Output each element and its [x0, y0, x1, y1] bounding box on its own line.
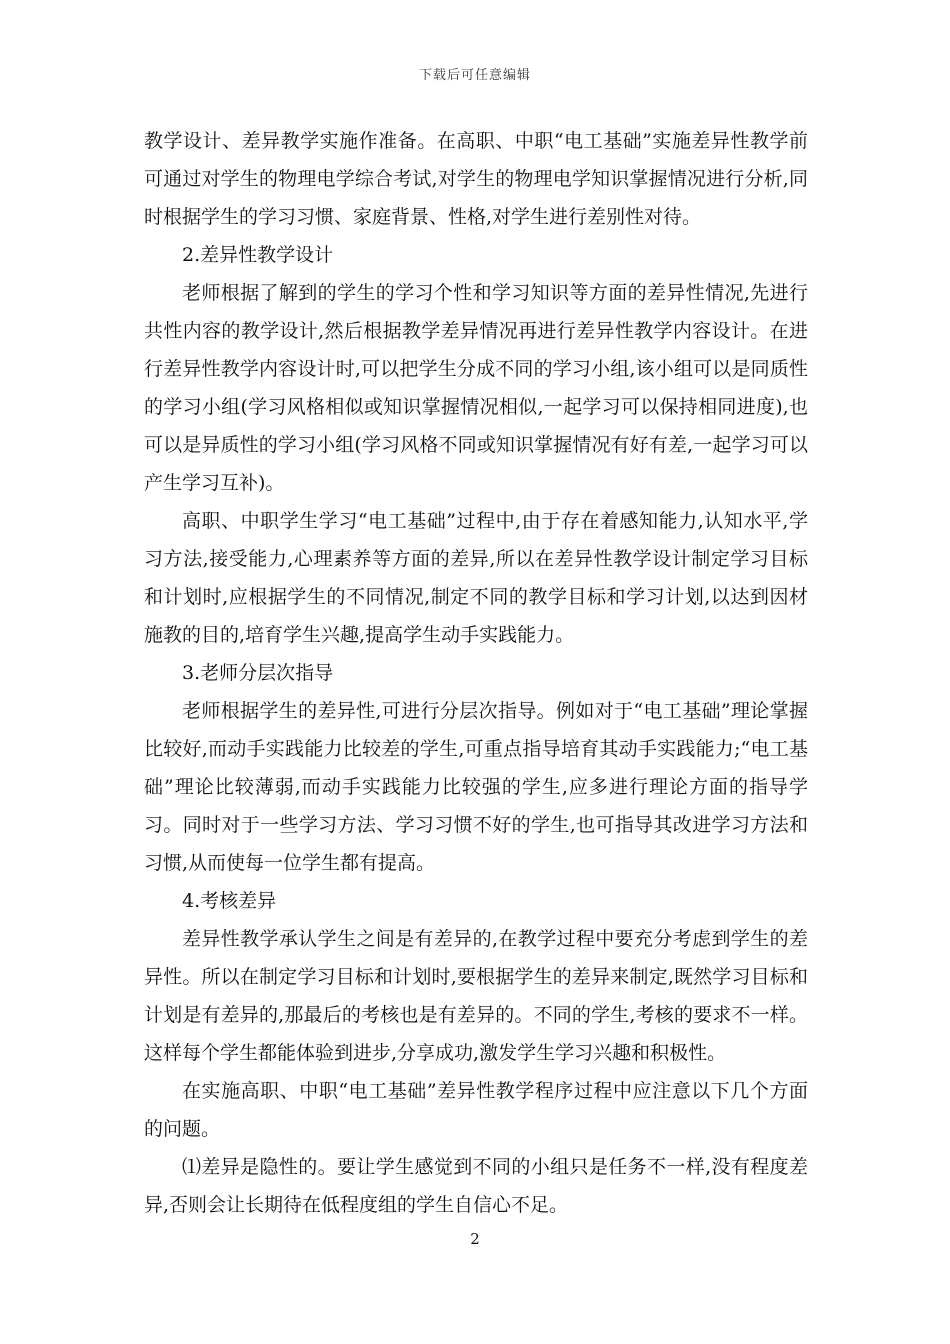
paragraph: 高职、中职学生学习“电工基础”过程中,由于存在着感知能力,认知水平,学习方法,接受能力,心理素养等方面的差异,所以在差异性教学设计制定学习目标和计划时,应根据学生的不同情况,制定不同的教学目标和学习计划,以达到因材施教的目的,培育学生兴趣,提高学生动手实践能力。 — [144, 510, 808, 646]
page-header: 下载后可任意编辑 — [418, 68, 531, 83]
section-heading-2: 2.差异性教学设计 — [182, 244, 334, 266]
page-number: 2 — [470, 1230, 480, 1248]
paragraph: 老师根据学生的差异性,可进行分层次指导。例如对于“电工基础”理论掌握比较好,而动手实践能力比较差的学生,可重点指导培育其动手实践能力;“电工基础”理论比较薄弱,而动手实践能力比较强的学生,应多进行理论方面的指导学习。同时对于一些学习方法、学习习惯不好的学生,也可指导其改进学习方法和习惯,从而使每一位学生都有提高。 — [144, 700, 808, 874]
paragraph-continuation: 教学设计、差异教学实施作准备。在高职、中职“电工基础”实施差异性教学前可通过对学生的物理电学综合考试,对学生的物理电学知识掌握情况进行分析,同时根据学生的学习习惯、家庭背景、性格,对学生进行差别性对待。 — [144, 130, 808, 228]
list-item-paragraph: ⑴差异是隐性的。要让学生感觉到不同的小组只是任务不一样,没有程度差异,否则会让长期待在低程度组的学生自信心不足。 — [144, 1156, 808, 1216]
section-heading-3: 3.老师分层次指导 — [182, 662, 334, 684]
paragraph: 在实施高职、中职“电工基础”差异性教学程序过程中应注意以下几个方面的问题。 — [144, 1080, 808, 1140]
paragraph: 老师根据了解到的学生的学习个性和学习知识等方面的差异性情况,先进行共性内容的教学设计,然后根据教学差异情况再进行差异性教学内容设计。在进行差异性教学内容设计时,可以把学生分成不同的学习小组,该小组可以是同质性的学习小组(学习风格相似或知识掌握情况相似,一起学习可以保持相同进度),也可以是异质性的学习小组(学习风格不同或知识掌握情况有好有差,一起学习可以产生学习互补)。 — [144, 282, 808, 494]
section-heading-4: 4.考核差异 — [182, 890, 277, 912]
document-body — [144, 122, 808, 1224]
paragraph: 差异性教学承认学生之间是有差异的,在教学过程中要充分考虑到学生的差异性。所以在制定学习目标和计划时,要根据学生的差异来制定,既然学习目标和计划是有差异的,那最后的考核也是有差异的。不同的学生,考核的要求不一样。这样每个学生都能体验到进步,分享成功,激发学生学习兴趣和积极性。 — [144, 928, 808, 1064]
